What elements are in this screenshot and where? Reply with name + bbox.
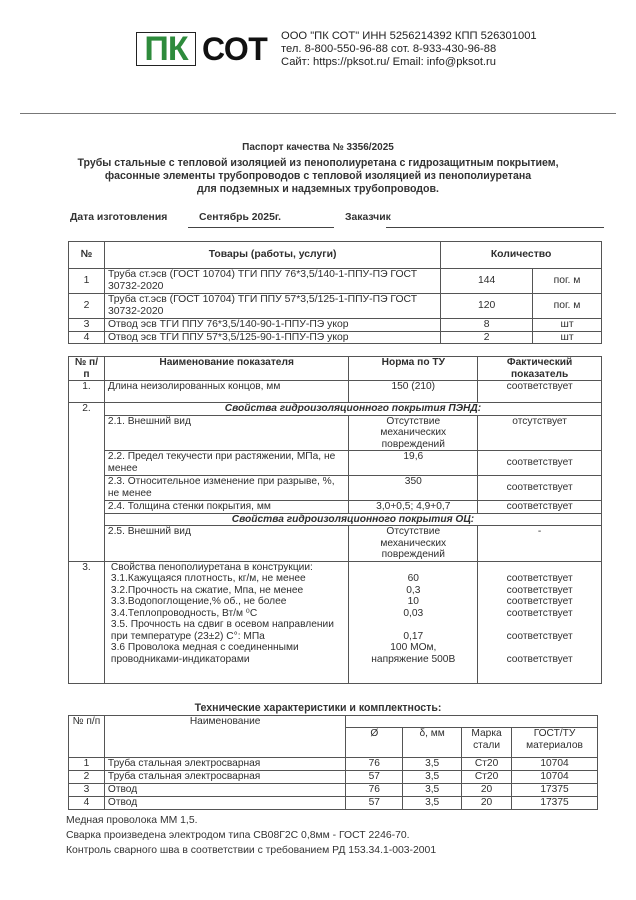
- row-name: 3.2.Прочность на сжатие, Мпа, не менее: [110, 584, 304, 596]
- note-line: Контроль сварного шва в соответствии с требованием РД 153.34.1-003-2001: [66, 845, 437, 856]
- row-actual: отсутствует: [478, 415, 602, 451]
- tech-specs-table: [68, 715, 598, 810]
- row-thickness: 3,5: [403, 771, 462, 784]
- col-goods: Товары (работы, услуги): [104, 242, 440, 269]
- row-num: 3.: [69, 561, 105, 683]
- row-actual: соответствует: [478, 476, 602, 501]
- notes: [66, 813, 436, 858]
- row-name: 3.1.Кажущаяся плотность, кг/м, не менее: [110, 573, 306, 584]
- section-title: Свойства гидроизоляционного покрытия ОЦ:: [104, 513, 601, 526]
- row-actual: -: [478, 526, 602, 562]
- customer-underline: [386, 227, 604, 228]
- row-name: Труба ст.эсв (ГОСТ 10704) ТГИ ППУ 57*3,5/125-1-ППУ-ПЭ ГОСТ 30732-2020: [104, 294, 440, 319]
- row-num: 2.: [69, 403, 105, 562]
- row-actual: соответствует: [478, 451, 602, 476]
- row-unit: пог. м: [533, 269, 602, 294]
- row-norm: 0,03: [403, 607, 424, 619]
- section-header-pe: [69, 403, 602, 416]
- manufacture-date-value: Сентябрь 2025г.: [199, 212, 282, 223]
- logo-mark-text: ПК: [144, 30, 188, 68]
- row-diameter: 57: [346, 797, 403, 810]
- row-thickness: 3,5: [403, 784, 462, 797]
- row-steel-grade: Ст20: [462, 771, 512, 784]
- row-num: 1: [69, 758, 105, 771]
- row-unit: шт: [533, 319, 602, 332]
- col-norm: Норма по ТУ: [349, 357, 478, 381]
- logo-mark: [136, 32, 196, 66]
- row-name: Труба стальная электросварная: [104, 771, 345, 784]
- col-thickness: δ, мм: [403, 728, 462, 758]
- subtitle-line: фасонные элементы трубопроводов с тепловой изоляцией из пенополиуретана: [104, 170, 532, 182]
- row-num: 4: [69, 797, 105, 810]
- manufacture-date-label: Дата изготовления: [70, 212, 168, 223]
- row-name: 2.4. Толщина стенки покрытия, мм: [104, 501, 348, 514]
- table-row: [69, 319, 602, 332]
- row-name: 2.2. Предел текучести при растяжении, МПа, не менее: [104, 451, 348, 476]
- col-quantity: Количество: [441, 242, 602, 269]
- table-row: [69, 784, 598, 797]
- col-num: №: [69, 242, 105, 269]
- col-steel-grade: Марка стали: [462, 728, 512, 758]
- row-name: 2.5. Внешний вид: [104, 526, 348, 562]
- header-divider: [20, 113, 616, 114]
- row-diameter: 76: [346, 784, 403, 797]
- row-unit: пог. м: [533, 294, 602, 319]
- foam-properties-names: [104, 561, 348, 683]
- row-name: Отвод: [104, 797, 345, 810]
- table-row: [69, 331, 602, 344]
- row-name: Отвод эсв ТГИ ППУ 57*3,5/125-90-1-ППУ-ПЭ укор: [104, 331, 440, 344]
- row-qty: 120: [441, 294, 533, 319]
- row-name: 2.1. Внешний вид: [104, 415, 348, 451]
- customer-label: Заказчик: [345, 212, 391, 223]
- date-underline: [188, 227, 334, 228]
- table-row: [69, 294, 602, 319]
- table-row: [69, 269, 602, 294]
- row-norm: Отсутствие механических повреждений: [349, 415, 478, 451]
- row-name: Труба стальная электросварная: [104, 758, 345, 771]
- col-num: № п/п: [69, 357, 105, 381]
- company-requisites: ООО "ПК СОТ" ИНН 5256214392 КПП 526301001: [281, 30, 537, 42]
- row-num: 3: [69, 784, 105, 797]
- row-qty: 8: [441, 319, 533, 332]
- section-header-oc: [69, 513, 602, 526]
- row-thickness: 3,5: [403, 758, 462, 771]
- note-line: Медная проволока ММ 1,5.: [66, 815, 198, 826]
- row-num: 1.: [69, 381, 105, 403]
- row-norm: 150 (210): [349, 381, 478, 403]
- row-name: Труба ст.эсв (ГОСТ 10704) ТГИ ППУ 76*3,5/140-1-ППУ-ПЭ ГОСТ 30732-2020: [104, 269, 440, 294]
- company-info: [281, 30, 537, 70]
- table-row-section-3: [69, 561, 602, 683]
- products-table: [68, 241, 602, 344]
- row-gost: 10704: [512, 771, 598, 784]
- table-row: [69, 771, 598, 784]
- company-contacts: Сайт: https://pksot.ru/ Email: info@pksot.ru: [281, 56, 496, 69]
- row-qty: 144: [441, 269, 533, 294]
- table-row: [69, 758, 598, 771]
- row-num: 1: [69, 269, 105, 294]
- row-norm: 100 МОм, напряжение 500В: [371, 642, 456, 665]
- table-row: [69, 501, 602, 514]
- row-steel-grade: Ст20: [462, 758, 512, 771]
- row-norm: 0,17: [403, 630, 424, 642]
- row-norm: 19,6: [349, 451, 478, 476]
- col-indicator-name: Наименование показателя: [104, 357, 348, 381]
- table-row: [69, 381, 602, 403]
- row-diameter: 76: [346, 758, 403, 771]
- row-norm: 60: [407, 573, 419, 584]
- row-actual: соответствует: [478, 501, 602, 514]
- section-title: Свойства пенополиуретана в конструкции:: [110, 561, 313, 573]
- row-num: 2: [69, 294, 105, 319]
- tech-header-row: [69, 716, 598, 728]
- row-name: 3.4.Теплопроводность, Вт/м ⁰С: [110, 607, 258, 619]
- col-diameter: Ø: [346, 728, 403, 758]
- col-group-empty: [346, 716, 598, 728]
- col-actual: Фактический показатель: [478, 357, 602, 381]
- row-unit: шт: [533, 331, 602, 344]
- row-diameter: 57: [346, 771, 403, 784]
- row-actual: соответствует: [506, 573, 573, 584]
- subtitle-line: для подземных и надземных трубопроводов.: [197, 183, 439, 195]
- row-actual: соответствует: [506, 596, 573, 607]
- company-phones: тел. 8-800-550-96-88 сот. 8-933-430-96-88: [281, 43, 497, 56]
- logo-wordmark: СОТ: [202, 31, 268, 67]
- row-name: Длина неизолированных концов, мм: [104, 381, 348, 403]
- col-num: № п/п: [69, 716, 105, 758]
- row-name: 3.5. Прочность на сдвиг в осевом направлении при температуре (23±2) С°: МПа: [110, 619, 334, 642]
- foam-properties-norms: [349, 561, 478, 683]
- row-num: 4: [69, 331, 105, 344]
- row-name: Отвод эсв ТГИ ППУ 76*3,5/140-90-1-ППУ-ПЭ укор: [104, 319, 440, 332]
- row-actual: соответствует: [506, 584, 573, 596]
- row-norm: Отсутствие механических повреждений: [349, 526, 478, 562]
- row-gost: 10704: [512, 758, 598, 771]
- quality-indicators-table: [68, 356, 602, 684]
- col-gost: ГОСТ/ТУ материалов: [512, 728, 598, 758]
- tech-section-title: Технические характеристики и комплектность:: [194, 702, 442, 714]
- row-name: 2.3. Относительное изменение при разрыве, %, не менее: [104, 476, 348, 501]
- table-row: [69, 797, 598, 810]
- row-norm: 0,3: [406, 584, 421, 596]
- row-norm: 350: [349, 476, 478, 501]
- table-row: [69, 476, 602, 501]
- row-actual: соответствует: [478, 381, 602, 403]
- row-norm: 10: [407, 596, 419, 607]
- row-actual: соответствует: [506, 607, 573, 619]
- foam-properties-actuals: [478, 561, 602, 683]
- passport-title: Паспорт качества № 3356/2025: [242, 142, 394, 153]
- passport-subtitle: [0, 157, 636, 196]
- row-name: 3.3.Водопоглощение,% об., не более: [110, 596, 287, 607]
- row-actual: соответствует: [506, 630, 573, 642]
- row-name: Отвод: [104, 784, 345, 797]
- row-norm: 3,0+0,5; 4,9+0,7: [349, 501, 478, 514]
- col-name: Наименование: [104, 716, 345, 758]
- row-thickness: 3,5: [403, 797, 462, 810]
- indicators-header-row: [69, 357, 602, 381]
- subtitle-line: Трубы стальные с тепловой изоляцией из пенополиуретана с гидрозащитным покрытием,: [77, 157, 559, 169]
- table-row: [69, 451, 602, 476]
- row-actual: соответствует: [506, 653, 573, 665]
- row-qty: 2: [441, 331, 533, 344]
- row-name: 3.6 Проволока медная с соединенными проводниками-индикаторами: [110, 642, 299, 665]
- row-gost: 17375: [512, 784, 598, 797]
- table-row: [69, 415, 602, 451]
- note-line: Сварка произведена электродом типа СВ08Г2С 0,8мм - ГОСТ 2246-70.: [66, 830, 410, 841]
- row-num: 3: [69, 319, 105, 332]
- row-steel-grade: 20: [462, 784, 512, 797]
- row-num: 2: [69, 771, 105, 784]
- row-steel-grade: 20: [462, 797, 512, 810]
- row-gost: 17375: [512, 797, 598, 810]
- products-header-row: [69, 242, 602, 269]
- section-title: Свойства гидроизоляционного покрытия ПЭНД:: [104, 403, 601, 416]
- table-row: [69, 526, 602, 562]
